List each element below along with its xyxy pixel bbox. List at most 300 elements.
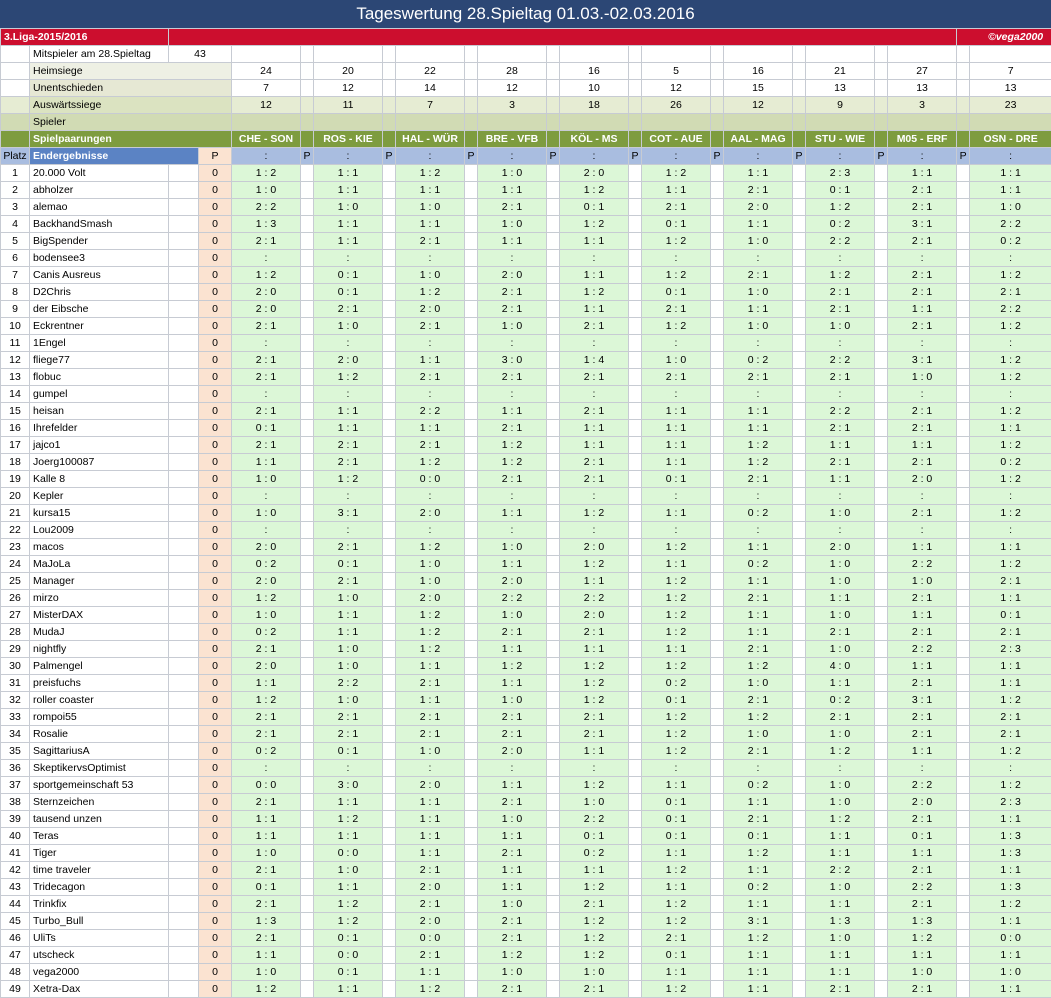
player-tip[interactable]: 1 : 2 (478, 437, 547, 454)
player-tip[interactable]: 1 : 0 (806, 777, 875, 794)
player-tip[interactable]: 1 : 1 (888, 539, 957, 556)
player-tip[interactable]: : (396, 335, 465, 352)
match-2-aus[interactable]: 11 (314, 97, 383, 114)
player-tip[interactable]: 2 : 1 (970, 726, 1051, 743)
match-9-aus[interactable]: 3 (888, 97, 957, 114)
player-tip[interactable]: 0 : 2 (232, 624, 301, 641)
player-tip[interactable]: 0 : 2 (232, 556, 301, 573)
player-tip[interactable]: 1 : 0 (806, 556, 875, 573)
player-tip[interactable]: 2 : 1 (724, 267, 793, 284)
player-tip[interactable]: 1 : 1 (806, 896, 875, 913)
player-tip[interactable]: 1 : 2 (560, 879, 629, 896)
player-tip[interactable]: 4 : 0 (806, 658, 875, 675)
player-tip[interactable]: 1 : 2 (560, 913, 629, 930)
match-6-result[interactable]: : (642, 148, 711, 165)
player-tip[interactable]: 0 : 0 (232, 777, 301, 794)
match-1-heim[interactable]: 24 (232, 63, 301, 80)
player-tip[interactable]: 1 : 3 (806, 913, 875, 930)
player-tip[interactable]: 1 : 0 (232, 505, 301, 522)
player-tip[interactable]: : (478, 335, 547, 352)
player-tip[interactable]: 1 : 0 (560, 964, 629, 981)
player-tip[interactable]: : (396, 250, 465, 267)
player-tip[interactable]: 1 : 0 (314, 862, 383, 879)
player-tip[interactable]: 0 : 1 (232, 879, 301, 896)
player-tip[interactable]: 2 : 1 (888, 199, 957, 216)
player-tip[interactable]: 2 : 1 (888, 233, 957, 250)
player-tip[interactable]: 1 : 0 (888, 964, 957, 981)
player-tip[interactable]: 2 : 1 (888, 267, 957, 284)
player-tip[interactable]: 1 : 1 (970, 913, 1051, 930)
player-tip[interactable]: 1 : 0 (314, 318, 383, 335)
player-tip[interactable]: 1 : 1 (396, 182, 465, 199)
player-tip[interactable]: 2 : 1 (232, 403, 301, 420)
player-tip[interactable]: 2 : 1 (724, 641, 793, 658)
player-tip[interactable]: 1 : 1 (724, 607, 793, 624)
match-6-heim[interactable]: 5 (642, 63, 711, 80)
player-tip[interactable]: 1 : 2 (642, 862, 711, 879)
match-8-result[interactable]: : (806, 148, 875, 165)
player-tip[interactable]: : (560, 488, 629, 505)
player-tip[interactable]: 1 : 2 (724, 845, 793, 862)
player-tip[interactable]: 2 : 1 (396, 896, 465, 913)
player-tip[interactable]: 0 : 0 (314, 845, 383, 862)
player-tip[interactable]: 2 : 1 (724, 811, 793, 828)
player-tip[interactable]: 1 : 1 (724, 573, 793, 590)
player-tip[interactable]: 1 : 0 (396, 267, 465, 284)
player-tip[interactable]: : (478, 760, 547, 777)
match-2-pair[interactable]: ROS - KIE (314, 131, 383, 148)
player-tip[interactable]: 0 : 1 (314, 930, 383, 947)
player-tip[interactable]: 2 : 1 (888, 624, 957, 641)
match-3-cell[interactable] (396, 46, 465, 63)
player-tip[interactable]: 2 : 1 (232, 233, 301, 250)
match-7-heim[interactable]: 16 (724, 63, 793, 80)
player-tip[interactable]: : (478, 250, 547, 267)
player-tip[interactable]: 1 : 0 (724, 318, 793, 335)
player-tip[interactable]: 1 : 2 (970, 437, 1051, 454)
match-5-result[interactable]: : (560, 148, 629, 165)
player-tip[interactable]: : (232, 522, 301, 539)
player-tip[interactable]: 0 : 1 (806, 182, 875, 199)
player-tip[interactable]: 1 : 0 (478, 607, 547, 624)
player-tip[interactable]: 0 : 2 (724, 879, 793, 896)
player-tip[interactable]: : (314, 250, 383, 267)
player-tip[interactable]: 1 : 1 (478, 233, 547, 250)
player-tip[interactable]: 2 : 1 (970, 284, 1051, 301)
player-tip[interactable]: 0 : 1 (642, 811, 711, 828)
player-tip[interactable]: 1 : 3 (232, 913, 301, 930)
player-tip[interactable]: 2 : 1 (232, 641, 301, 658)
player-tip[interactable]: 2 : 1 (232, 794, 301, 811)
player-tip[interactable]: 2 : 1 (314, 301, 383, 318)
player-tip[interactable]: 1 : 2 (560, 505, 629, 522)
player-tip[interactable]: 1 : 0 (888, 573, 957, 590)
player-tip[interactable]: 1 : 1 (396, 658, 465, 675)
player-tip[interactable]: 2 : 0 (396, 879, 465, 896)
player-tip[interactable]: 1 : 2 (642, 896, 711, 913)
player-tip[interactable]: 2 : 1 (806, 301, 875, 318)
player-tip[interactable]: 2 : 1 (888, 709, 957, 726)
match-2-cell[interactable] (314, 46, 383, 63)
player-tip[interactable]: 1 : 1 (396, 811, 465, 828)
player-tip[interactable]: 0 : 2 (724, 556, 793, 573)
player-tip[interactable]: 3 : 1 (314, 505, 383, 522)
player-tip[interactable]: 1 : 2 (396, 607, 465, 624)
player-tip[interactable]: 1 : 2 (806, 743, 875, 760)
player-tip[interactable]: 3 : 0 (314, 777, 383, 794)
player-tip[interactable]: 1 : 1 (478, 505, 547, 522)
player-tip[interactable]: 1 : 0 (314, 590, 383, 607)
player-tip[interactable]: 2 : 0 (806, 539, 875, 556)
match-9-pair[interactable]: M05 - ERF (888, 131, 957, 148)
player-tip[interactable]: 1 : 2 (970, 471, 1051, 488)
player-tip[interactable]: : (724, 386, 793, 403)
player-tip[interactable]: 0 : 2 (232, 743, 301, 760)
player-tip[interactable]: : (560, 335, 629, 352)
player-tip[interactable]: 2 : 2 (314, 675, 383, 692)
player-tip[interactable]: 3 : 0 (478, 352, 547, 369)
player-tip[interactable]: 1 : 0 (806, 505, 875, 522)
player-tip[interactable]: 1 : 2 (642, 165, 711, 182)
player-tip[interactable]: 1 : 1 (642, 454, 711, 471)
player-tip[interactable]: 2 : 0 (396, 301, 465, 318)
player-tip[interactable]: 1 : 2 (642, 233, 711, 250)
player-tip[interactable]: 3 : 1 (888, 216, 957, 233)
match-3-cell[interactable] (396, 114, 465, 131)
player-tip[interactable]: 0 : 2 (806, 216, 875, 233)
match-7-unent[interactable]: 15 (724, 80, 793, 97)
player-tip[interactable]: 1 : 1 (724, 624, 793, 641)
player-tip[interactable]: : (478, 386, 547, 403)
player-tip[interactable]: : (314, 760, 383, 777)
player-tip[interactable]: 1 : 0 (478, 964, 547, 981)
match-1-result[interactable]: : (232, 148, 301, 165)
player-tip[interactable]: : (888, 250, 957, 267)
player-tip[interactable]: 2 : 2 (560, 811, 629, 828)
player-tip[interactable]: 0 : 1 (642, 794, 711, 811)
player-tip[interactable]: 0 : 1 (888, 828, 957, 845)
match-4-result[interactable]: : (478, 148, 547, 165)
player-tip[interactable]: : (724, 760, 793, 777)
player-tip[interactable]: 2 : 1 (724, 743, 793, 760)
player-tip[interactable]: 1 : 2 (970, 369, 1051, 386)
player-tip[interactable]: 1 : 0 (396, 556, 465, 573)
player-tip[interactable]: 0 : 1 (642, 471, 711, 488)
match-4-aus[interactable]: 3 (478, 97, 547, 114)
player-tip[interactable]: 1 : 1 (314, 233, 383, 250)
player-tip[interactable]: 2 : 0 (396, 913, 465, 930)
player-tip[interactable]: 1 : 1 (724, 947, 793, 964)
player-tip[interactable]: 2 : 1 (478, 471, 547, 488)
player-tip[interactable]: : (478, 522, 547, 539)
player-tip[interactable]: 1 : 1 (478, 828, 547, 845)
player-tip[interactable]: 2 : 3 (970, 641, 1051, 658)
player-tip[interactable]: 0 : 1 (314, 556, 383, 573)
player-tip[interactable]: 1 : 0 (478, 896, 547, 913)
player-tip[interactable]: 0 : 1 (314, 964, 383, 981)
match-5-cell[interactable] (560, 46, 629, 63)
player-tip[interactable]: 1 : 1 (806, 845, 875, 862)
player-tip[interactable]: 1 : 1 (396, 692, 465, 709)
player-tip[interactable]: 2 : 1 (232, 318, 301, 335)
player-tip[interactable]: 2 : 1 (888, 403, 957, 420)
player-tip[interactable]: 1 : 1 (724, 216, 793, 233)
player-tip[interactable]: 2 : 1 (642, 199, 711, 216)
player-tip[interactable]: 2 : 1 (642, 930, 711, 947)
player-tip[interactable]: 2 : 1 (396, 437, 465, 454)
player-tip[interactable]: 1 : 1 (396, 828, 465, 845)
player-tip[interactable]: 2 : 0 (560, 539, 629, 556)
player-tip[interactable]: 2 : 2 (560, 590, 629, 607)
player-tip[interactable]: 1 : 1 (560, 233, 629, 250)
player-tip[interactable]: 1 : 2 (396, 284, 465, 301)
player-tip[interactable]: 2 : 1 (806, 454, 875, 471)
player-tip[interactable]: 1 : 1 (642, 182, 711, 199)
player-tip[interactable]: 0 : 1 (642, 284, 711, 301)
player-tip[interactable]: : (806, 335, 875, 352)
match-2-heim[interactable]: 20 (314, 63, 383, 80)
player-tip[interactable]: : (970, 760, 1051, 777)
player-tip[interactable]: 1 : 1 (560, 301, 629, 318)
player-tip[interactable]: 1 : 0 (806, 641, 875, 658)
player-tip[interactable]: 1 : 1 (232, 454, 301, 471)
player-tip[interactable]: 1 : 0 (396, 199, 465, 216)
player-tip[interactable]: 2 : 1 (396, 233, 465, 250)
player-tip[interactable]: 1 : 0 (314, 641, 383, 658)
player-tip[interactable]: 3 : 1 (888, 692, 957, 709)
player-tip[interactable]: 1 : 1 (560, 437, 629, 454)
player-tip[interactable]: 2 : 1 (888, 811, 957, 828)
player-tip[interactable]: 2 : 1 (478, 420, 547, 437)
match-6-aus[interactable]: 26 (642, 97, 711, 114)
player-tip[interactable]: 1 : 2 (396, 981, 465, 998)
player-tip[interactable]: 1 : 2 (970, 777, 1051, 794)
player-tip[interactable]: : (396, 760, 465, 777)
player-tip[interactable]: 1 : 1 (478, 403, 547, 420)
player-tip[interactable]: 3 : 1 (724, 913, 793, 930)
player-tip[interactable]: 0 : 1 (642, 216, 711, 233)
player-tip[interactable]: 1 : 1 (232, 947, 301, 964)
match-7-aus[interactable]: 12 (724, 97, 793, 114)
match-3-pair[interactable]: HAL - WÜR (396, 131, 465, 148)
player-tip[interactable]: 1 : 2 (232, 981, 301, 998)
player-tip[interactable]: 2 : 2 (806, 352, 875, 369)
player-tip[interactable]: 1 : 2 (314, 369, 383, 386)
player-tip[interactable]: : (806, 488, 875, 505)
player-tip[interactable]: 2 : 1 (396, 709, 465, 726)
player-tip[interactable]: 2 : 2 (888, 879, 957, 896)
player-tip[interactable]: 1 : 0 (478, 216, 547, 233)
player-tip[interactable]: 1 : 1 (806, 590, 875, 607)
match-4-cell[interactable] (478, 46, 547, 63)
player-tip[interactable]: 1 : 2 (396, 454, 465, 471)
player-tip[interactable]: 1 : 0 (478, 692, 547, 709)
player-tip[interactable]: 2 : 1 (314, 726, 383, 743)
player-tip[interactable]: 1 : 0 (478, 539, 547, 556)
player-tip[interactable]: : (806, 386, 875, 403)
player-tip[interactable]: 1 : 1 (560, 641, 629, 658)
player-tip[interactable]: : (560, 250, 629, 267)
player-tip[interactable]: 1 : 2 (642, 913, 711, 930)
match-9-cell[interactable] (888, 114, 957, 131)
player-tip[interactable]: 1 : 1 (642, 777, 711, 794)
player-tip[interactable]: 0 : 1 (314, 743, 383, 760)
player-tip[interactable]: 1 : 2 (642, 267, 711, 284)
player-tip[interactable]: 1 : 2 (806, 199, 875, 216)
player-tip[interactable]: 1 : 1 (888, 607, 957, 624)
player-tip[interactable]: 2 : 1 (724, 369, 793, 386)
player-tip[interactable]: 1 : 0 (724, 675, 793, 692)
player-tip[interactable]: 1 : 2 (970, 556, 1051, 573)
player-tip[interactable]: : (888, 386, 957, 403)
player-tip[interactable]: 2 : 0 (888, 471, 957, 488)
player-tip[interactable]: 1 : 1 (314, 981, 383, 998)
player-tip[interactable]: 2 : 1 (314, 437, 383, 454)
player-tip[interactable]: 1 : 1 (888, 743, 957, 760)
player-tip[interactable]: 1 : 2 (642, 539, 711, 556)
player-tip[interactable]: 2 : 1 (232, 862, 301, 879)
player-tip[interactable]: 2 : 1 (970, 709, 1051, 726)
player-tip[interactable]: : (806, 250, 875, 267)
player-tip[interactable]: 1 : 1 (806, 471, 875, 488)
player-tip[interactable]: 1 : 1 (478, 675, 547, 692)
player-tip[interactable]: 1 : 1 (314, 607, 383, 624)
match-1-cell[interactable] (232, 114, 301, 131)
player-tip[interactable]: 1 : 1 (970, 165, 1051, 182)
player-tip[interactable]: 1 : 1 (970, 981, 1051, 998)
player-tip[interactable]: 1 : 0 (232, 182, 301, 199)
player-tip[interactable]: 2 : 1 (314, 539, 383, 556)
player-tip[interactable]: 1 : 2 (314, 896, 383, 913)
player-tip[interactable]: 1 : 1 (560, 743, 629, 760)
player-tip[interactable]: : (724, 335, 793, 352)
player-tip[interactable]: 2 : 2 (888, 777, 957, 794)
player-tip[interactable]: 1 : 2 (560, 777, 629, 794)
player-tip[interactable]: 2 : 1 (314, 573, 383, 590)
player-tip[interactable]: 0 : 2 (724, 352, 793, 369)
player-tip[interactable]: 1 : 1 (314, 624, 383, 641)
player-tip[interactable]: 1 : 3 (970, 879, 1051, 896)
player-tip[interactable]: 1 : 1 (724, 420, 793, 437)
player-tip[interactable]: 1 : 2 (560, 947, 629, 964)
player-tip[interactable]: 1 : 2 (888, 930, 957, 947)
player-tip[interactable]: 1 : 1 (970, 182, 1051, 199)
player-tip[interactable]: : (888, 760, 957, 777)
player-tip[interactable]: 2 : 1 (232, 437, 301, 454)
player-tip[interactable]: 2 : 1 (478, 709, 547, 726)
player-tip[interactable]: 1 : 2 (396, 641, 465, 658)
player-tip[interactable]: 1 : 0 (806, 879, 875, 896)
player-tip[interactable]: 1 : 1 (970, 675, 1051, 692)
match-9-cell[interactable] (888, 46, 957, 63)
player-tip[interactable]: 0 : 0 (970, 930, 1051, 947)
player-tip[interactable]: 0 : 1 (314, 284, 383, 301)
player-tip[interactable]: 2 : 1 (888, 420, 957, 437)
match-4-unent[interactable]: 12 (478, 80, 547, 97)
match-10-unent[interactable]: 13 (970, 80, 1051, 97)
player-tip[interactable]: 2 : 0 (888, 794, 957, 811)
player-tip[interactable]: 2 : 1 (888, 896, 957, 913)
match-3-heim[interactable]: 22 (396, 63, 465, 80)
player-tip[interactable]: 2 : 2 (806, 403, 875, 420)
player-tip[interactable]: 1 : 1 (724, 301, 793, 318)
player-tip[interactable]: 2 : 1 (478, 845, 547, 862)
player-tip[interactable]: 2 : 1 (314, 709, 383, 726)
match-10-result[interactable]: : (970, 148, 1051, 165)
player-tip[interactable]: 1 : 3 (888, 913, 957, 930)
player-tip[interactable]: 1 : 2 (232, 692, 301, 709)
player-tip[interactable]: 1 : 0 (560, 794, 629, 811)
match-1-cell[interactable] (232, 46, 301, 63)
player-tip[interactable]: 2 : 1 (560, 981, 629, 998)
match-4-pair[interactable]: BRE - VFB (478, 131, 547, 148)
player-tip[interactable]: 2 : 1 (888, 505, 957, 522)
player-tip[interactable]: 0 : 2 (806, 692, 875, 709)
player-tip[interactable]: 1 : 2 (478, 454, 547, 471)
player-tip[interactable]: 1 : 1 (806, 828, 875, 845)
player-tip[interactable]: 1 : 1 (970, 420, 1051, 437)
player-tip[interactable]: 1 : 1 (396, 964, 465, 981)
player-tip[interactable]: 2 : 1 (970, 573, 1051, 590)
player-tip[interactable]: 1 : 0 (232, 471, 301, 488)
player-tip[interactable]: 1 : 2 (724, 709, 793, 726)
player-tip[interactable]: 1 : 2 (642, 726, 711, 743)
player-tip[interactable]: 1 : 1 (642, 845, 711, 862)
player-tip[interactable]: 2 : 1 (232, 352, 301, 369)
player-tip[interactable]: 0 : 0 (396, 471, 465, 488)
player-tip[interactable]: 1 : 2 (724, 658, 793, 675)
player-tip[interactable]: 1 : 1 (970, 862, 1051, 879)
player-tip[interactable]: 2 : 0 (478, 743, 547, 760)
match-3-unent[interactable]: 14 (396, 80, 465, 97)
player-tip[interactable]: 2 : 0 (396, 777, 465, 794)
player-tip[interactable]: 2 : 1 (396, 675, 465, 692)
player-tip[interactable]: 2 : 1 (232, 369, 301, 386)
player-tip[interactable]: 2 : 3 (970, 794, 1051, 811)
player-tip[interactable]: : (970, 386, 1051, 403)
match-8-pair[interactable]: STU - WIE (806, 131, 875, 148)
player-tip[interactable]: 2 : 0 (560, 165, 629, 182)
match-7-pair[interactable]: AAL - MAG (724, 131, 793, 148)
player-tip[interactable]: 2 : 1 (806, 709, 875, 726)
player-tip[interactable]: 1 : 2 (642, 318, 711, 335)
player-tip[interactable]: 2 : 0 (478, 267, 547, 284)
player-tip[interactable]: 1 : 2 (642, 573, 711, 590)
player-tip[interactable]: 2 : 1 (888, 981, 957, 998)
player-tip[interactable]: 0 : 0 (314, 947, 383, 964)
match-1-aus[interactable]: 12 (232, 97, 301, 114)
match-10-cell[interactable] (970, 114, 1051, 131)
player-tip[interactable]: 2 : 1 (560, 726, 629, 743)
player-tip[interactable]: 0 : 2 (724, 777, 793, 794)
player-tip[interactable]: 1 : 1 (642, 879, 711, 896)
match-3-aus[interactable]: 7 (396, 97, 465, 114)
player-tip[interactable]: 1 : 1 (314, 216, 383, 233)
player-tip[interactable]: 1 : 1 (478, 556, 547, 573)
match-10-cell[interactable] (970, 46, 1051, 63)
player-tip[interactable]: 2 : 1 (806, 420, 875, 437)
player-tip[interactable]: : (970, 522, 1051, 539)
player-tip[interactable]: 0 : 1 (642, 828, 711, 845)
player-tip[interactable]: 1 : 1 (642, 403, 711, 420)
player-tip[interactable]: 2 : 2 (806, 233, 875, 250)
match-7-cell[interactable] (724, 46, 793, 63)
player-tip[interactable]: 1 : 3 (970, 845, 1051, 862)
player-tip[interactable]: : (560, 760, 629, 777)
player-tip[interactable]: 2 : 1 (478, 981, 547, 998)
player-tip[interactable]: 2 : 0 (396, 590, 465, 607)
player-tip[interactable]: : (888, 488, 957, 505)
